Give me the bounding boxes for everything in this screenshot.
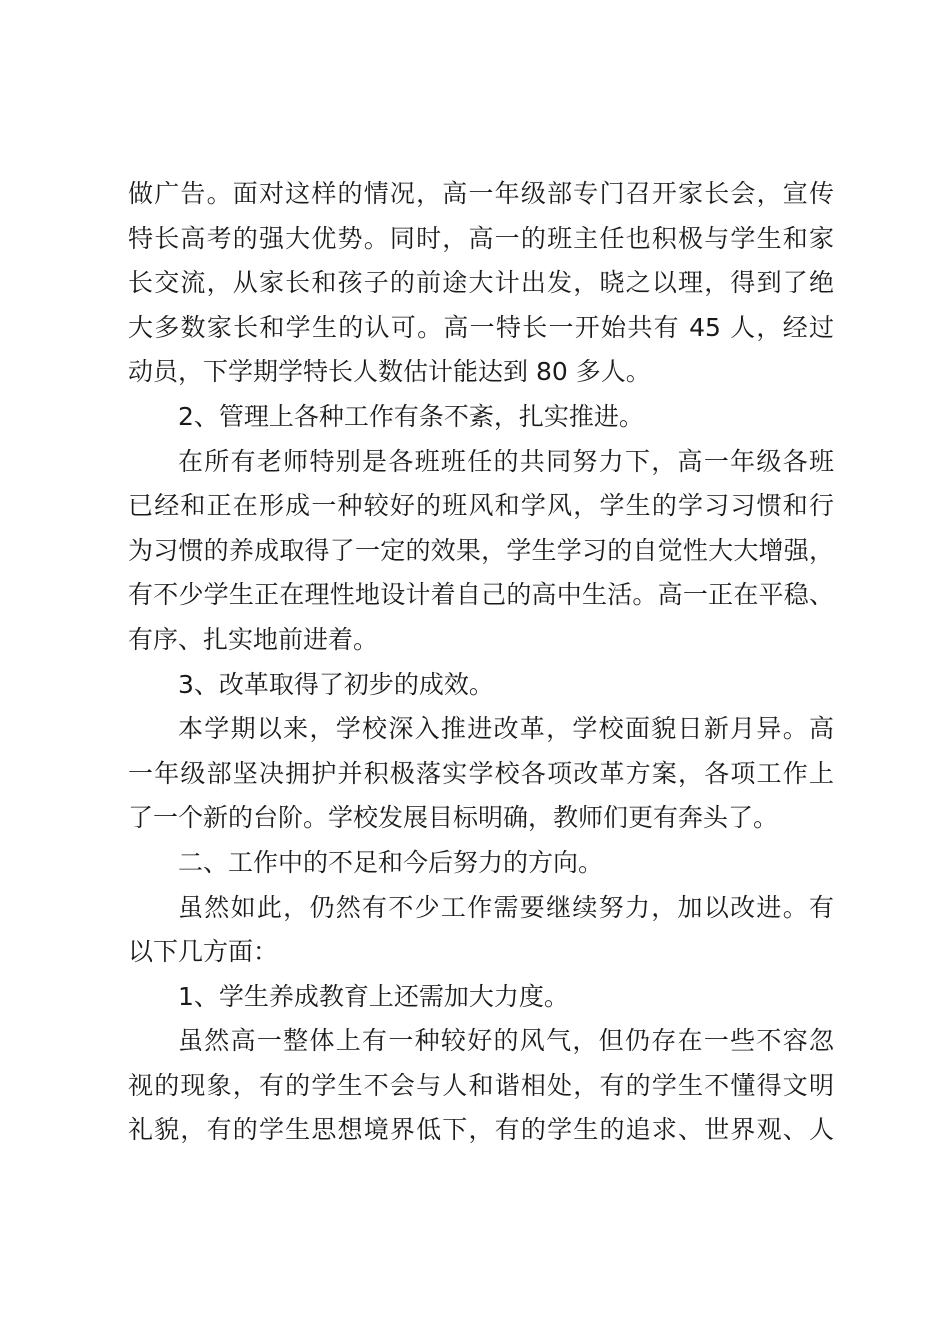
text-line: 视的现象，有的学生不会与人和谐相处，有的学生不懂得文明 bbox=[128, 1070, 834, 1100]
text-line: 有不少学生正在理性地设计着自己的高中生活。高一正在平稳、 bbox=[128, 580, 834, 610]
paragraph bbox=[128, 707, 834, 841]
paragraph bbox=[128, 663, 834, 708]
text-line: 3、改革取得了初步的成效。 bbox=[178, 669, 494, 699]
paragraph bbox=[128, 1019, 834, 1153]
text-line: 以下几方面： bbox=[128, 937, 279, 967]
text-line: 二、工作中的不足和今后努力的方向。 bbox=[178, 847, 604, 877]
text-line: 做广告。面对这样的情况，高一年级部专门召开家长会，宣传 bbox=[128, 179, 834, 208]
text-line: 特长高考的强大优势。同时，高一的班主任也积极与学生和家 bbox=[128, 223, 834, 253]
text-line: 本学期以来，学校深入推进改革，学校面貌日新月异。高 bbox=[178, 714, 834, 744]
paragraph bbox=[128, 975, 834, 1020]
text-line: 1、学生养成教育上还需加大力度。 bbox=[178, 981, 569, 1011]
text-line: 有序、扎实地前进着。 bbox=[128, 624, 379, 654]
text-line: 礼貌，有的学生思想境界低下，有的学生的追求、世界观、人 bbox=[128, 1115, 834, 1145]
text-line: 虽然如此，仍然有不少工作需要继续努力，加以改进。有 bbox=[178, 892, 834, 922]
text-line: 长交流，从家长和孩子的前途大计出发，晓之以理，得到了绝 bbox=[128, 268, 834, 298]
text-line: 了一个新的台阶。学校发展目标明确，教师们更有奔头了。 bbox=[128, 803, 779, 833]
text-line: 一年级部坚决拥护并积极落实学校各项改革方案，各项工作上 bbox=[128, 758, 834, 788]
paragraph bbox=[128, 886, 834, 975]
paragraph bbox=[128, 841, 834, 886]
paragraph bbox=[128, 440, 834, 663]
text-line: 已经和正在形成一种较好的班风和学风，学生的学习习惯和行 bbox=[128, 491, 834, 521]
text-line: 2、管理上各种工作有条不紊，扎实推进。 bbox=[178, 401, 644, 431]
text-line: 虽然高一整体上有一种较好的风气，但仍存在一些不容忽 bbox=[178, 1026, 834, 1056]
text-line: 动员，下学期学特长人数估计能达到 80 多人。 bbox=[128, 357, 651, 387]
paragraph bbox=[128, 395, 834, 440]
document-body bbox=[128, 172, 834, 1153]
text-line: 在所有老师特别是各班班任的共同努力下，高一年级各班 bbox=[178, 446, 834, 476]
text-line: 为习惯的养成取得了一定的效果，学生学习的自觉性大大增强， bbox=[128, 535, 834, 565]
text-line: 大多数家长和学生的认可。高一特长一开始共有 45 人，经过 bbox=[128, 312, 834, 342]
paragraph bbox=[128, 172, 834, 395]
